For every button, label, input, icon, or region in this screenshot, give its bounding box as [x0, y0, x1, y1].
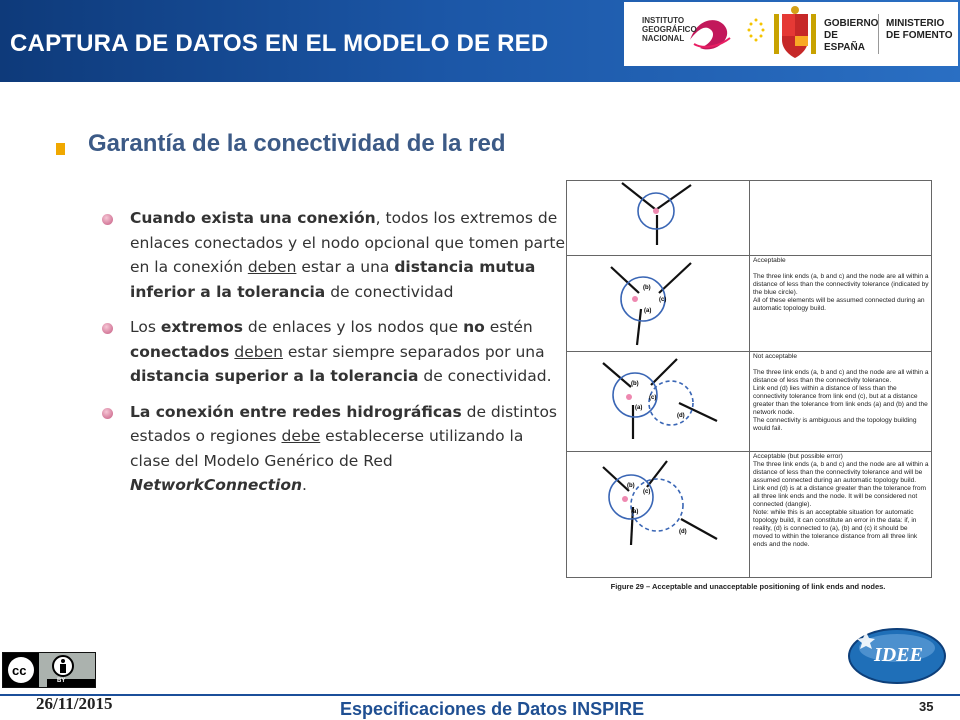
label-a: (a) [631, 509, 639, 515]
diagram-row-3 [603, 359, 717, 439]
bullet-item [100, 315, 566, 389]
label-d: (d) [677, 413, 685, 419]
title-bar [0, 0, 960, 82]
label-b: (b) [643, 285, 651, 291]
label-c: (c) [643, 489, 651, 495]
footer-date: 26/11/2015 [36, 694, 113, 713]
figure-column-divider [749, 181, 750, 577]
label-a: (a) [644, 308, 652, 314]
diagram-row-1 [622, 183, 691, 245]
gobierno-logo-text: GOBIERNO DE ESPAÑA [824, 18, 879, 53]
bullet-list [100, 206, 566, 509]
idee-logo [846, 624, 948, 686]
bullet-text: Cuando exista una conexión, todos los extremos de enlaces conectados y el nodo opcional que tomen parte en la conexión deben estar a una distancia mutua inferior a la tolerancia de conectividad [130, 209, 566, 301]
ministerio-logo-text: MINISTERIO DE FOMENTO [886, 18, 953, 41]
svg-text:cc: cc [12, 663, 27, 678]
diagram-row-4 [603, 461, 717, 545]
idee-logo-text: IDEE [874, 644, 923, 666]
label-d: (d) [679, 529, 687, 535]
bullet-dot-icon [102, 214, 113, 225]
footer-title: Especificaciones de Datos INSPIRE [340, 699, 645, 719]
diagram-row-2 [611, 263, 691, 345]
ign-logo-text: INSTITUTO GEOGRÁFICO NACIONAL [642, 16, 697, 43]
slide-title: CAPTURA DE DATOS EN EL MODELO DE RED [10, 30, 549, 57]
label-a: (a) [635, 405, 643, 411]
spain-shield-icon [772, 6, 818, 62]
bullet-dot-icon [102, 408, 113, 419]
figure-row-text: Not acceptable The three link ends (a, b and c) and the node are all within a distance of less than the connectivity tolerance. Link end (d) lies within a distance of less than the connectivity tolerance from link end (c), but at a distance greater than the tolerance from link ends (a) and (b) and the network node. The connectivity is ambiguous and the topology building would fail. [753, 353, 929, 432]
heading-bullet-icon [56, 143, 65, 155]
logo-strip [624, 2, 958, 66]
bullet-text: Los extremos de enlaces y los nodos que no estén conectados deben estar siempre separados por una distancia superior a la tolerancia de conectividad. [130, 318, 552, 385]
page-number: 35 [919, 699, 934, 714]
figure-row-text: Acceptable (but possible error) The three link ends (a, b and c) and the node are all within a distance of less than the connectivity tolerance and will be assumed connected during an automatic topology build. Link end (d) is at a distance greater than the tolerance from all three link ends and the node. It will be considered not connected (dangle). Note: while this is an acceptable situation for automatic topology build, it can constitute an error in the data: if, in reality, (d) is connected to (a), (b) and (c) it should be moved to within the tolerance distance from all three link ends and the node. [753, 453, 929, 548]
label-b: (b) [631, 381, 639, 387]
ign-logo [628, 10, 740, 58]
connectivity-figure [566, 180, 932, 578]
logo-divider [878, 14, 879, 54]
figure-caption: Figure 29 – Acceptable and unacceptable positioning of link ends and nodes. [610, 582, 886, 591]
bullet-dot-icon [102, 323, 113, 334]
label-c: (c) [659, 297, 667, 303]
cc-badge-label: BY [57, 678, 66, 684]
cc-by-license-badge[interactable] [2, 652, 96, 688]
figure-diagrams [567, 181, 749, 577]
bullet-text: La conexión entre redes hidrográficas de distintos estados o regiones debe establecerse utilizando la clase del Modelo Genérico de Red NetworkConnection. [130, 402, 557, 494]
section-heading: Garantía de la conectividad de la red [88, 130, 506, 157]
bullet-item [100, 206, 566, 304]
footer-divider [0, 694, 960, 696]
eu-flag-icon [746, 10, 766, 58]
label-b: (b) [627, 483, 635, 489]
bullet-item [100, 400, 566, 498]
label-c: (c) [649, 395, 657, 401]
figure-row-text: Acceptable The three link ends (a, b and c) and the node are all within a distance of less than the connectivity tolerance (indicated by the blue circle). All of these elements will be assumed connected during an automatic topology build. [753, 257, 929, 312]
